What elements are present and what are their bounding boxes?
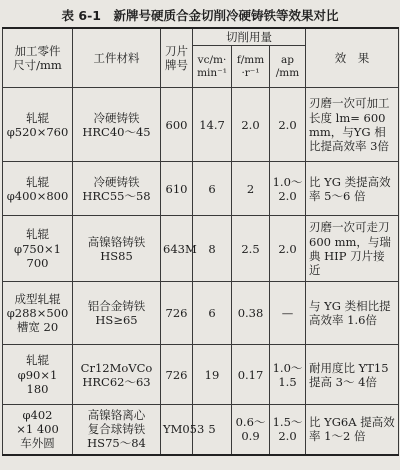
header-row-1: [3, 28, 399, 46]
cell-material: 高镍铬铸铁 HS85: [73, 216, 161, 282]
header-grade: 刀片 牌号: [161, 28, 193, 88]
cell-grade: 610: [161, 162, 193, 216]
cell-ap: 2.0: [270, 88, 306, 162]
cell-part: φ402 ×1 400 车外圆: [3, 405, 73, 455]
comparison-table: [2, 27, 399, 456]
cell-part: 成型轧辊 φ288×500 槽宽 20: [3, 282, 73, 345]
table-row: [3, 405, 399, 455]
cell-vc: 8: [193, 216, 232, 282]
cell-grade: YM053: [161, 405, 193, 455]
table-caption: 表 6-1 新牌号硬质合金切削冷硬铸铁等效果对比: [61, 8, 339, 23]
cell-f: 0.38: [232, 282, 270, 345]
cell-vc: 6: [193, 162, 232, 216]
cell-material: Cr12MoVCo HRC62～63: [73, 345, 161, 405]
cell-part: 轧辊 φ750×1 700: [3, 216, 73, 282]
table-row: [3, 345, 399, 405]
cell-effect: 比 YG 类提高效率 5～6 倍: [306, 162, 399, 216]
header-effect: 效 果: [306, 28, 399, 88]
cell-material: 冷硬铸铁 HRC55～58: [73, 162, 161, 216]
header-material: 工件材料: [73, 28, 161, 88]
cell-effect: 刃磨一次可走刀 600 mm，与瑞典 HIP 刀片接近: [306, 216, 399, 282]
cell-vc: 14.7: [193, 88, 232, 162]
cell-f: 0.17: [232, 345, 270, 405]
cell-ap: 1.0～ 1.5: [270, 345, 306, 405]
header-vc: vc/m· min⁻¹: [193, 46, 232, 88]
cell-material: 高镍铬离心 复合球铸铁 HS75～84: [73, 405, 161, 455]
table-row: [3, 88, 399, 162]
cell-part: 轧辊 φ520×760: [3, 88, 73, 162]
cell-effect: 耐用度比 YT15 提高 3～ 4倍: [306, 345, 399, 405]
cell-ap: 1.5～ 2.0: [270, 405, 306, 455]
table-row: [3, 162, 399, 216]
cell-f: 2.5: [232, 216, 270, 282]
cell-effect: 比 YG6A 提高效率 1～2 倍: [306, 405, 399, 455]
cell-f: 2: [232, 162, 270, 216]
cell-grade: 726: [161, 282, 193, 345]
cell-effect: 刃磨一次可加工长度 lm= 600 mm，与YG 相比提高效率 3倍: [306, 88, 399, 162]
cell-material: 冷硬铸铁 HRC40～45: [73, 88, 161, 162]
cell-vc: 5: [193, 405, 232, 455]
table-row: [3, 216, 399, 282]
table-row: [3, 282, 399, 345]
cell-f: 0.6～ 0.9: [232, 405, 270, 455]
cell-grade: 726: [161, 345, 193, 405]
header-ap: ap /mm: [270, 46, 306, 88]
cell-vc: 6: [193, 282, 232, 345]
cell-ap: 1.0～ 2.0: [270, 162, 306, 216]
header-f: f/mm ·r⁻¹: [232, 46, 270, 88]
cell-ap: 2.0: [270, 216, 306, 282]
cell-effect: 与 YG 类相比提高效率 1.6倍: [306, 282, 399, 345]
cell-grade: 600: [161, 88, 193, 162]
cell-material: 铝合金铸铁 HS≥65: [73, 282, 161, 345]
header-cutting-params: 切削用量: [193, 28, 306, 46]
cell-ap: —: [270, 282, 306, 345]
cell-grade: 643M: [161, 216, 193, 282]
cell-part: 轧辊 φ90×1 180: [3, 345, 73, 405]
cell-part: 轧辊 φ400×800: [3, 162, 73, 216]
cell-f: 2.0: [232, 88, 270, 162]
cell-vc: 19: [193, 345, 232, 405]
header-part-size: 加工零件 尺寸/mm: [3, 28, 73, 88]
